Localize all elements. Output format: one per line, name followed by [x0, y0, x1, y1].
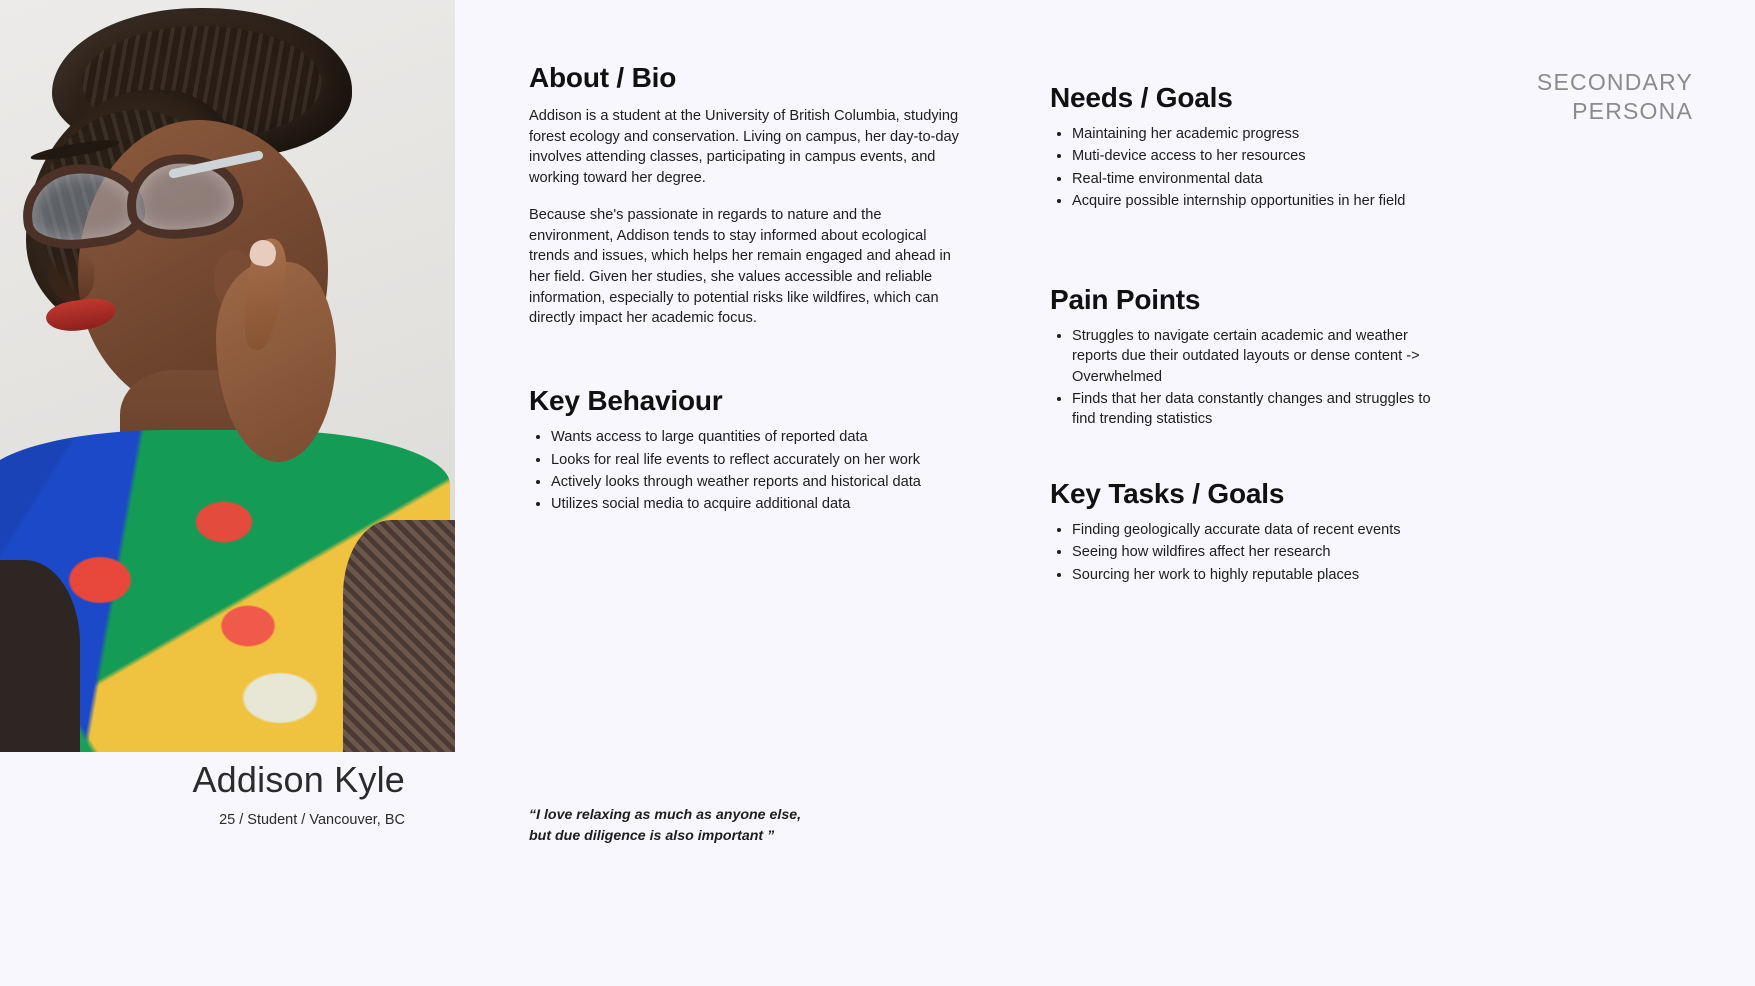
persona-portrait-image: [0, 0, 455, 752]
list-item: • Maintaining her academic progress: [1072, 124, 1450, 144]
key-tasks-section: [1050, 478, 1450, 585]
persona-right-column: [1050, 82, 1450, 587]
key-tasks-title: Key Tasks / Goals: [1050, 477, 1285, 509]
persona-left-column: [0, 0, 455, 986]
persona-meta: 25 / Student / Vancouver, BC: [219, 811, 405, 828]
about-bio-paragraph-1: Addison is a student at the University of British Columbia, studying forest ecology and conservation. Living on campus, her day-to-day involves attending classes, participating in campus events, and working toward her degree.: [529, 108, 959, 187]
list-item: • Real-time environmental data: [1072, 169, 1450, 189]
list-item: • Muti-device access to her resources: [1072, 146, 1450, 166]
pain-points-section: [1050, 284, 1450, 430]
list-item: • Actively looks through weather reports and historical data: [551, 472, 979, 492]
about-bio-section: [529, 62, 979, 329]
list-item: • Looks for real life events to reflect accurately on her work: [551, 450, 979, 470]
persona-name: Addison Kyle: [192, 759, 405, 800]
persona-middle-column: [529, 62, 979, 517]
list-item: • Seeing how wildfires affect her research: [1072, 542, 1450, 562]
persona-quote: “I love relaxing as much as anyone else, but due diligence is also important ”: [529, 807, 802, 844]
needs-goals-title: Needs / Goals: [1050, 82, 1233, 113]
key-behaviour-section: [529, 385, 979, 515]
key-behaviour-title: Key Behaviour: [529, 385, 723, 417]
pain-points-list: [1050, 326, 1450, 430]
secondary-persona-badge: [1537, 68, 1693, 127]
key-behaviour-list: [529, 427, 979, 515]
about-bio-paragraph-2: Because she's passionate in regards to nature and the environment, Addison tends to stay informed about ecological trends and issues, which helps her remain engaged and ahead in her field. Given her studies, she values accessible and reliable information, especially to potential risks like wildfires, which can directly impact her academic focus.: [529, 206, 951, 327]
badge-line-1: SECONDARY: [1536, 69, 1693, 95]
list-item: • Sourcing her work to highly reputable places: [1072, 565, 1450, 585]
list-item: • Finds that her data constantly changes and struggles to find trending statistics: [1072, 389, 1450, 430]
pain-points-title: Pain Points: [1050, 283, 1201, 315]
list-item: • Struggles to navigate certain academic and weather reports due their outdated layouts or dense content -> Overwhelmed: [1072, 326, 1450, 387]
persona-identity: [0, 760, 455, 828]
badge-line-2: PERSONA: [1572, 98, 1693, 125]
portrait-glasses: [18, 152, 248, 260]
portrait-knit-sleeve: [343, 520, 455, 752]
list-item: • Utilizes social media to acquire additional data: [551, 494, 979, 514]
list-item: • Finding geologically accurate data of recent events: [1072, 520, 1450, 540]
list-item: • Acquire possible internship opportunities in her field: [1072, 191, 1450, 211]
needs-goals-list: [1050, 124, 1450, 212]
key-tasks-list: [1050, 520, 1450, 585]
about-bio-title: About / Bio: [529, 62, 677, 93]
needs-goals-section: [1050, 82, 1450, 212]
list-item: • Wants access to large quantities of reported data: [551, 427, 979, 447]
